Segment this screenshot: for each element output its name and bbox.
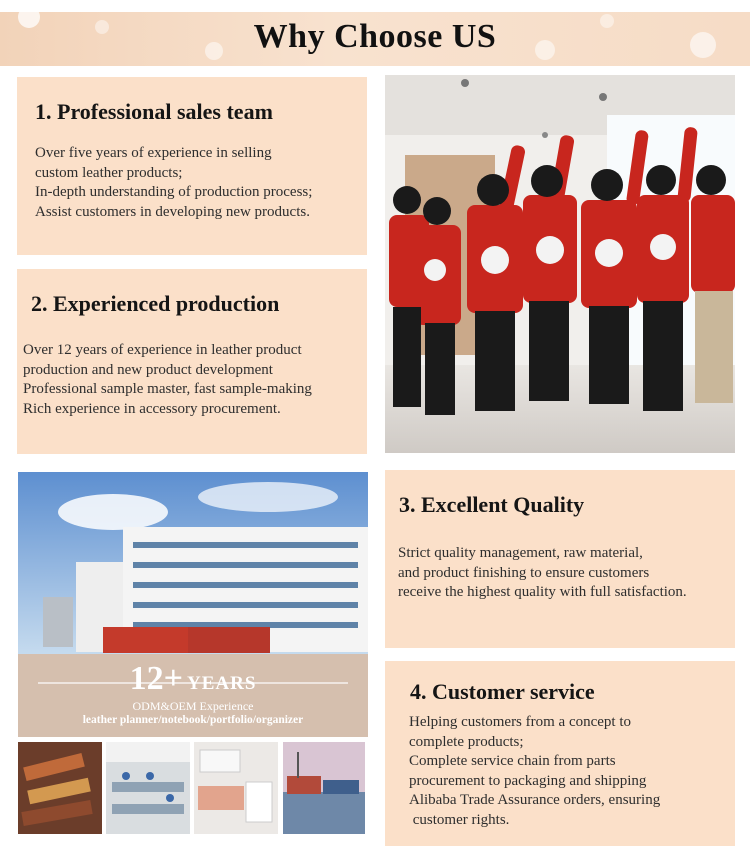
text-line: production and new product development — [23, 361, 273, 378]
text-line: Over five years of experience in selling — [35, 145, 272, 161]
text-line: Assist customers in developing new products. — [35, 203, 310, 220]
years-unit: YEARS — [186, 673, 257, 694]
text-line: Rich experience in accessory procurement. — [23, 400, 281, 417]
experience-subtitle: ODM&OEM Experience — [132, 699, 254, 713]
text-line: In-depth understanding of production process; — [35, 184, 313, 200]
section-heading: 3. Excellent Quality — [399, 492, 585, 517]
text-line: custom leather products; — [35, 164, 183, 181]
years-number: 12+ — [129, 660, 183, 697]
text-line: and product finishing to ensure customers — [398, 564, 650, 581]
team-photo — [385, 75, 735, 453]
section-text — [398, 544, 687, 603]
section-production — [17, 269, 367, 454]
section-customer-service — [385, 661, 735, 846]
factory-photo — [18, 472, 368, 737]
shipping-port-photo — [283, 742, 365, 834]
text-line: Professional sample master, fast sample-making — [23, 381, 312, 397]
section-heading: 1. Professional sales team — [35, 99, 273, 124]
text-line: Complete service chain from parts — [409, 753, 616, 769]
title-banner — [0, 12, 750, 66]
text-line: receive the highest quality with full satisfaction. — [398, 584, 687, 600]
section-text — [409, 713, 660, 830]
section-sales-team — [17, 77, 367, 255]
text-line: customer rights. — [409, 811, 510, 828]
section-heading: 2. Experienced production — [31, 291, 280, 316]
text-line: Strict quality management, raw material, — [398, 545, 643, 561]
section-heading: 4. Customer service — [410, 679, 595, 704]
section-text — [35, 144, 312, 222]
years-badge — [18, 660, 368, 698]
product-range: leather planner/notebook/portfolio/organizer — [82, 714, 304, 726]
page-title: Why Choose US — [253, 18, 497, 55]
section-text — [23, 341, 312, 419]
text-line: Alibaba Trade Assurance orders, ensuring — [409, 792, 661, 808]
text-line: Over 12 years of experience in leather product — [23, 342, 302, 358]
section-quality — [385, 470, 735, 648]
workshop-photo — [106, 742, 190, 834]
text-line: complete products; — [409, 733, 524, 750]
leather-swatches-photo — [18, 742, 102, 834]
samples-photo — [194, 742, 278, 834]
text-line: Helping customers from a concept to — [409, 714, 632, 730]
text-line: procurement to packaging and shipping — [409, 772, 647, 789]
